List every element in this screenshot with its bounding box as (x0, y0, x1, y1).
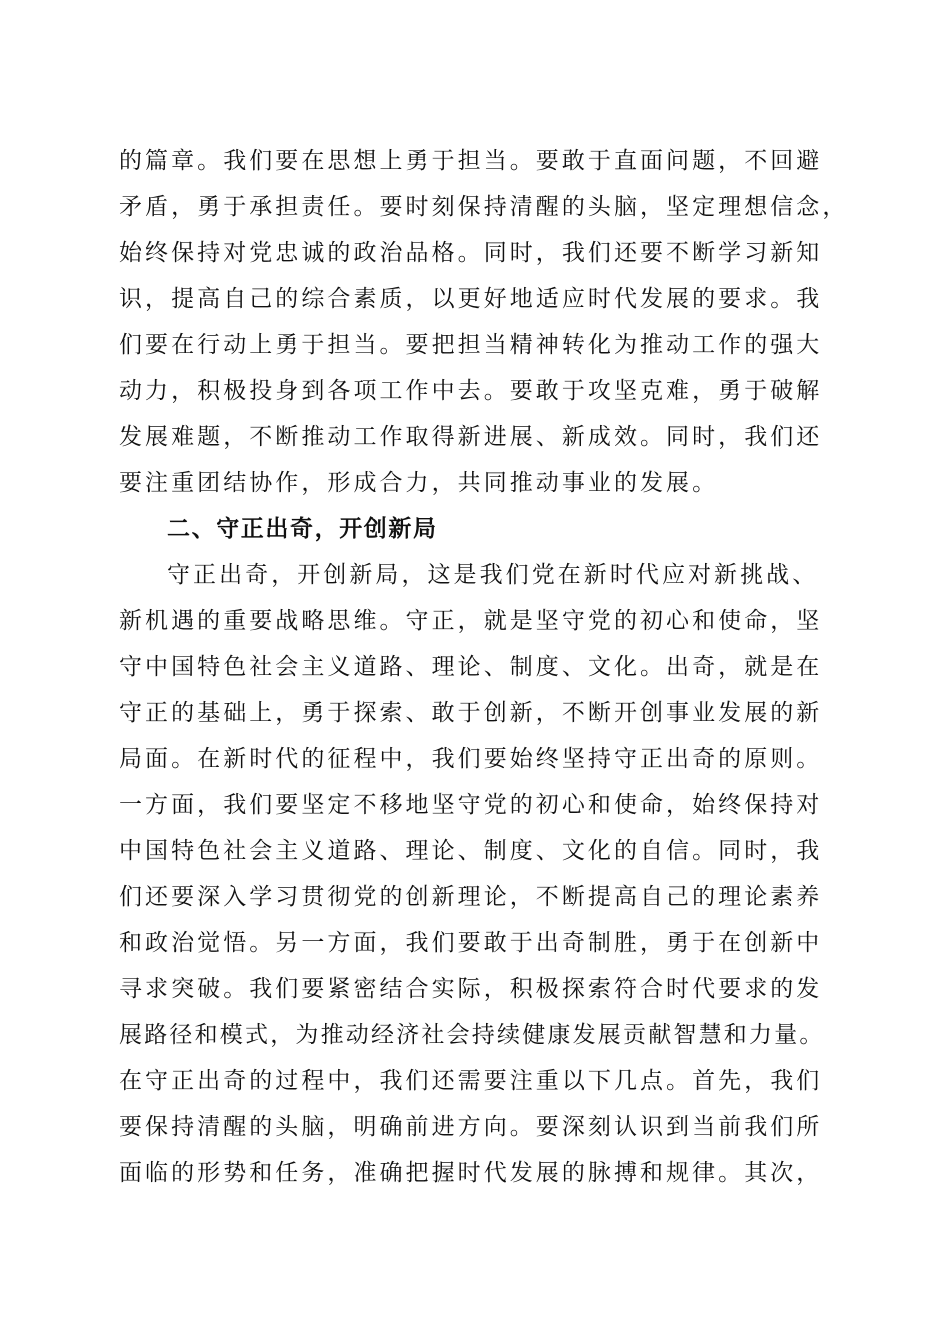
paragraph-1-line-3: 始终保持对党忠诚的政治品格。同时，我们还要不断学习新知 (119, 240, 823, 266)
paragraph-2-line-13: 要保持清醒的头脑，明确前进方向。要深刻认识到当前我们所 (119, 1114, 823, 1140)
paragraph-1-line-8: 要注重团结协作，形成合力，共同推动事业的发展。 (119, 470, 719, 496)
paragraph-2-line-8: 们还要深入学习贯彻党的创新理论，不断提高自己的理论素养 (119, 884, 823, 910)
paragraph-1-line-4: 识，提高自己的综合素质，以更好地适应时代发展的要求。我 (119, 286, 823, 312)
paragraph-1-line-2: 矛盾，勇于承担责任。要时刻保持清醒的头脑，坚定理想信念， (119, 194, 849, 220)
paragraph-2-line-10: 寻求突破。我们要紧密结合实际，积极探索符合时代要求的发 (119, 976, 823, 1002)
paragraph-2-line-12: 在守正出奇的过程中，我们还需要注重以下几点。首先，我们 (119, 1068, 823, 1094)
paragraph-2-line-6: 一方面，我们要坚定不移地坚守党的初心和使命，始终保持对 (119, 792, 823, 818)
paragraph-2-line-11: 展路径和模式，为推动经济社会持续健康发展贡献智慧和力量。 (119, 1022, 825, 1048)
paragraph-2-line-9: 和政治觉悟。另一方面，我们要敢于出奇制胜，勇于在创新中 (119, 930, 823, 956)
section-heading: 二、守正出奇，开创新局 (167, 516, 438, 542)
paragraph-2-line-5: 局面。在新时代的征程中，我们要始终坚持守正出奇的原则。 (119, 746, 823, 772)
paragraph-1-line-7: 发展难题，不断推动工作取得新进展、新成效。同时，我们还 (119, 424, 823, 450)
paragraph-1-line-6: 动力，积极投身到各项工作中去。要敢于攻坚克难，勇于破解 (119, 378, 823, 404)
paragraph-2-line-4: 守正的基础上，勇于探索、敢于创新，不断开创事业发展的新 (119, 700, 823, 726)
paragraph-1-line-1: 的篇章。我们要在思想上勇于担当。要敢于直面问题，不回避 (119, 148, 823, 174)
paragraph-1-line-5: 们要在行动上勇于担当。要把担当精神转化为推动工作的强大 (119, 332, 823, 358)
paragraph-2-line-1: 守正出奇，开创新局，这是我们党在新时代应对新挑战、 (167, 562, 819, 588)
paragraph-2-line-2: 新机遇的重要战略思维。守正，就是坚守党的初心和使命，坚 (119, 608, 823, 634)
paragraph-2-line-14: 面临的形势和任务，准确把握时代发展的脉搏和规律。其次， (119, 1160, 823, 1186)
paragraph-2-line-7: 中国特色社会主义道路、理论、制度、文化的自信。同时，我 (119, 838, 823, 864)
paragraph-2-line-3: 守中国特色社会主义道路、理论、制度、文化。出奇，就是在 (119, 654, 823, 680)
